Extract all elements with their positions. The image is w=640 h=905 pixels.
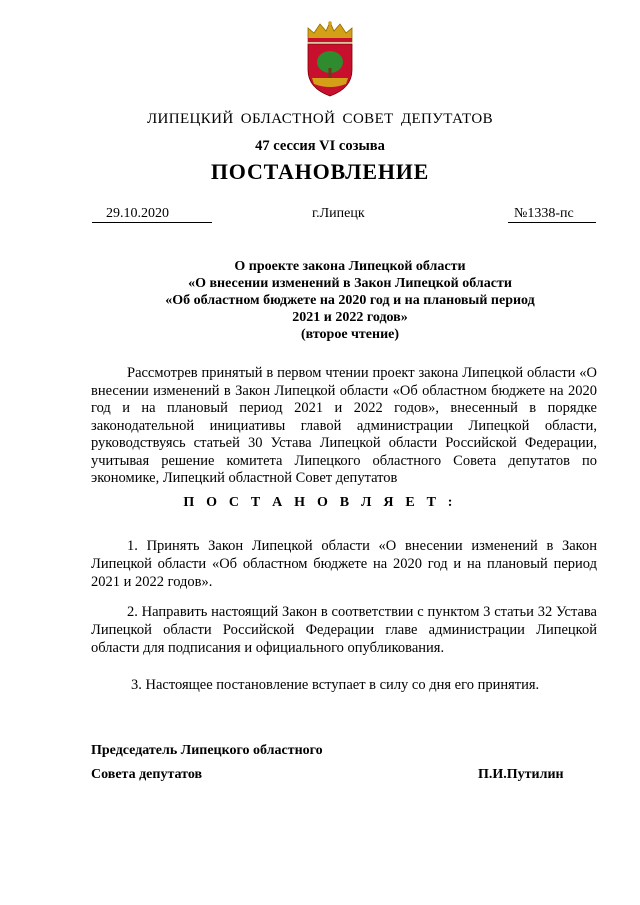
- subject-line: «Об областном бюджете на 2020 год и на плановый период: [165, 293, 535, 308]
- document-type: ПОСТАНОВЛЕНИЕ: [210, 159, 430, 184]
- signatory-title: Совета депутатов: [91, 767, 203, 782]
- intro-paragraph: Рассмотрев принятый в первом чтении проект закона Липецкой области «О внесении изменений в Закон Липецкой области «Об областном бюджете на 2020 год и на плановый период 2021 и 2022 годов», внесенный в порядке законодательной инициативы главой администрации Липецкой области, руководствуясь статьей 30 Устава Липецкой области Российской Федерации, учитывая решение комитета Липецкого областного Совета депутатов по экономике, Липецкий областной Совет депутатов: [91, 365, 597, 486]
- session-label: 47 сессия VI созыва: [255, 138, 385, 154]
- signatory-title: Председатель Липецкого областного: [91, 743, 323, 758]
- resolution-item: 3. Настоящее постановление вступает в силу со дня его принятия.: [131, 677, 540, 693]
- signatory-name: П.И.Путилин: [478, 767, 564, 782]
- resolution-item: 1. Принять Закон Липецкой области «О внесении изменений в Закон Липецкой области «Об областном бюджете на 2020 год и на плановый период 2021 и 2022 годов».: [91, 538, 597, 590]
- council-name: ЛИПЕЦКИЙ ОБЛАСТНОЙ СОВЕТ ДЕПУТАТОВ: [146, 111, 494, 127]
- document-subject: [100, 258, 600, 343]
- document-date: 29.10.2020: [92, 205, 212, 223]
- subject-line: «О внесении изменений в Закон Липецкой области: [188, 276, 512, 291]
- resolves-heading: П О С Т А Н О В Л Я Е Т :: [183, 495, 457, 510]
- resolution-item: 2. Направить настоящий Закон в соответствии с пунктом 3 статьи 32 Устава Липецкой области Российской Федерации главе администрации Липецкой области для подписания и официального опубликования.: [91, 604, 597, 656]
- coat-of-arms-icon: [300, 20, 360, 98]
- document-number: №1338-пс: [508, 205, 596, 223]
- subject-line: 2021 и 2022 годов»: [292, 310, 408, 325]
- document-city: г.Липецк: [312, 206, 365, 221]
- subject-line: О проекте закона Липецкой области: [234, 259, 466, 274]
- subject-line: (второе чтение): [300, 327, 400, 342]
